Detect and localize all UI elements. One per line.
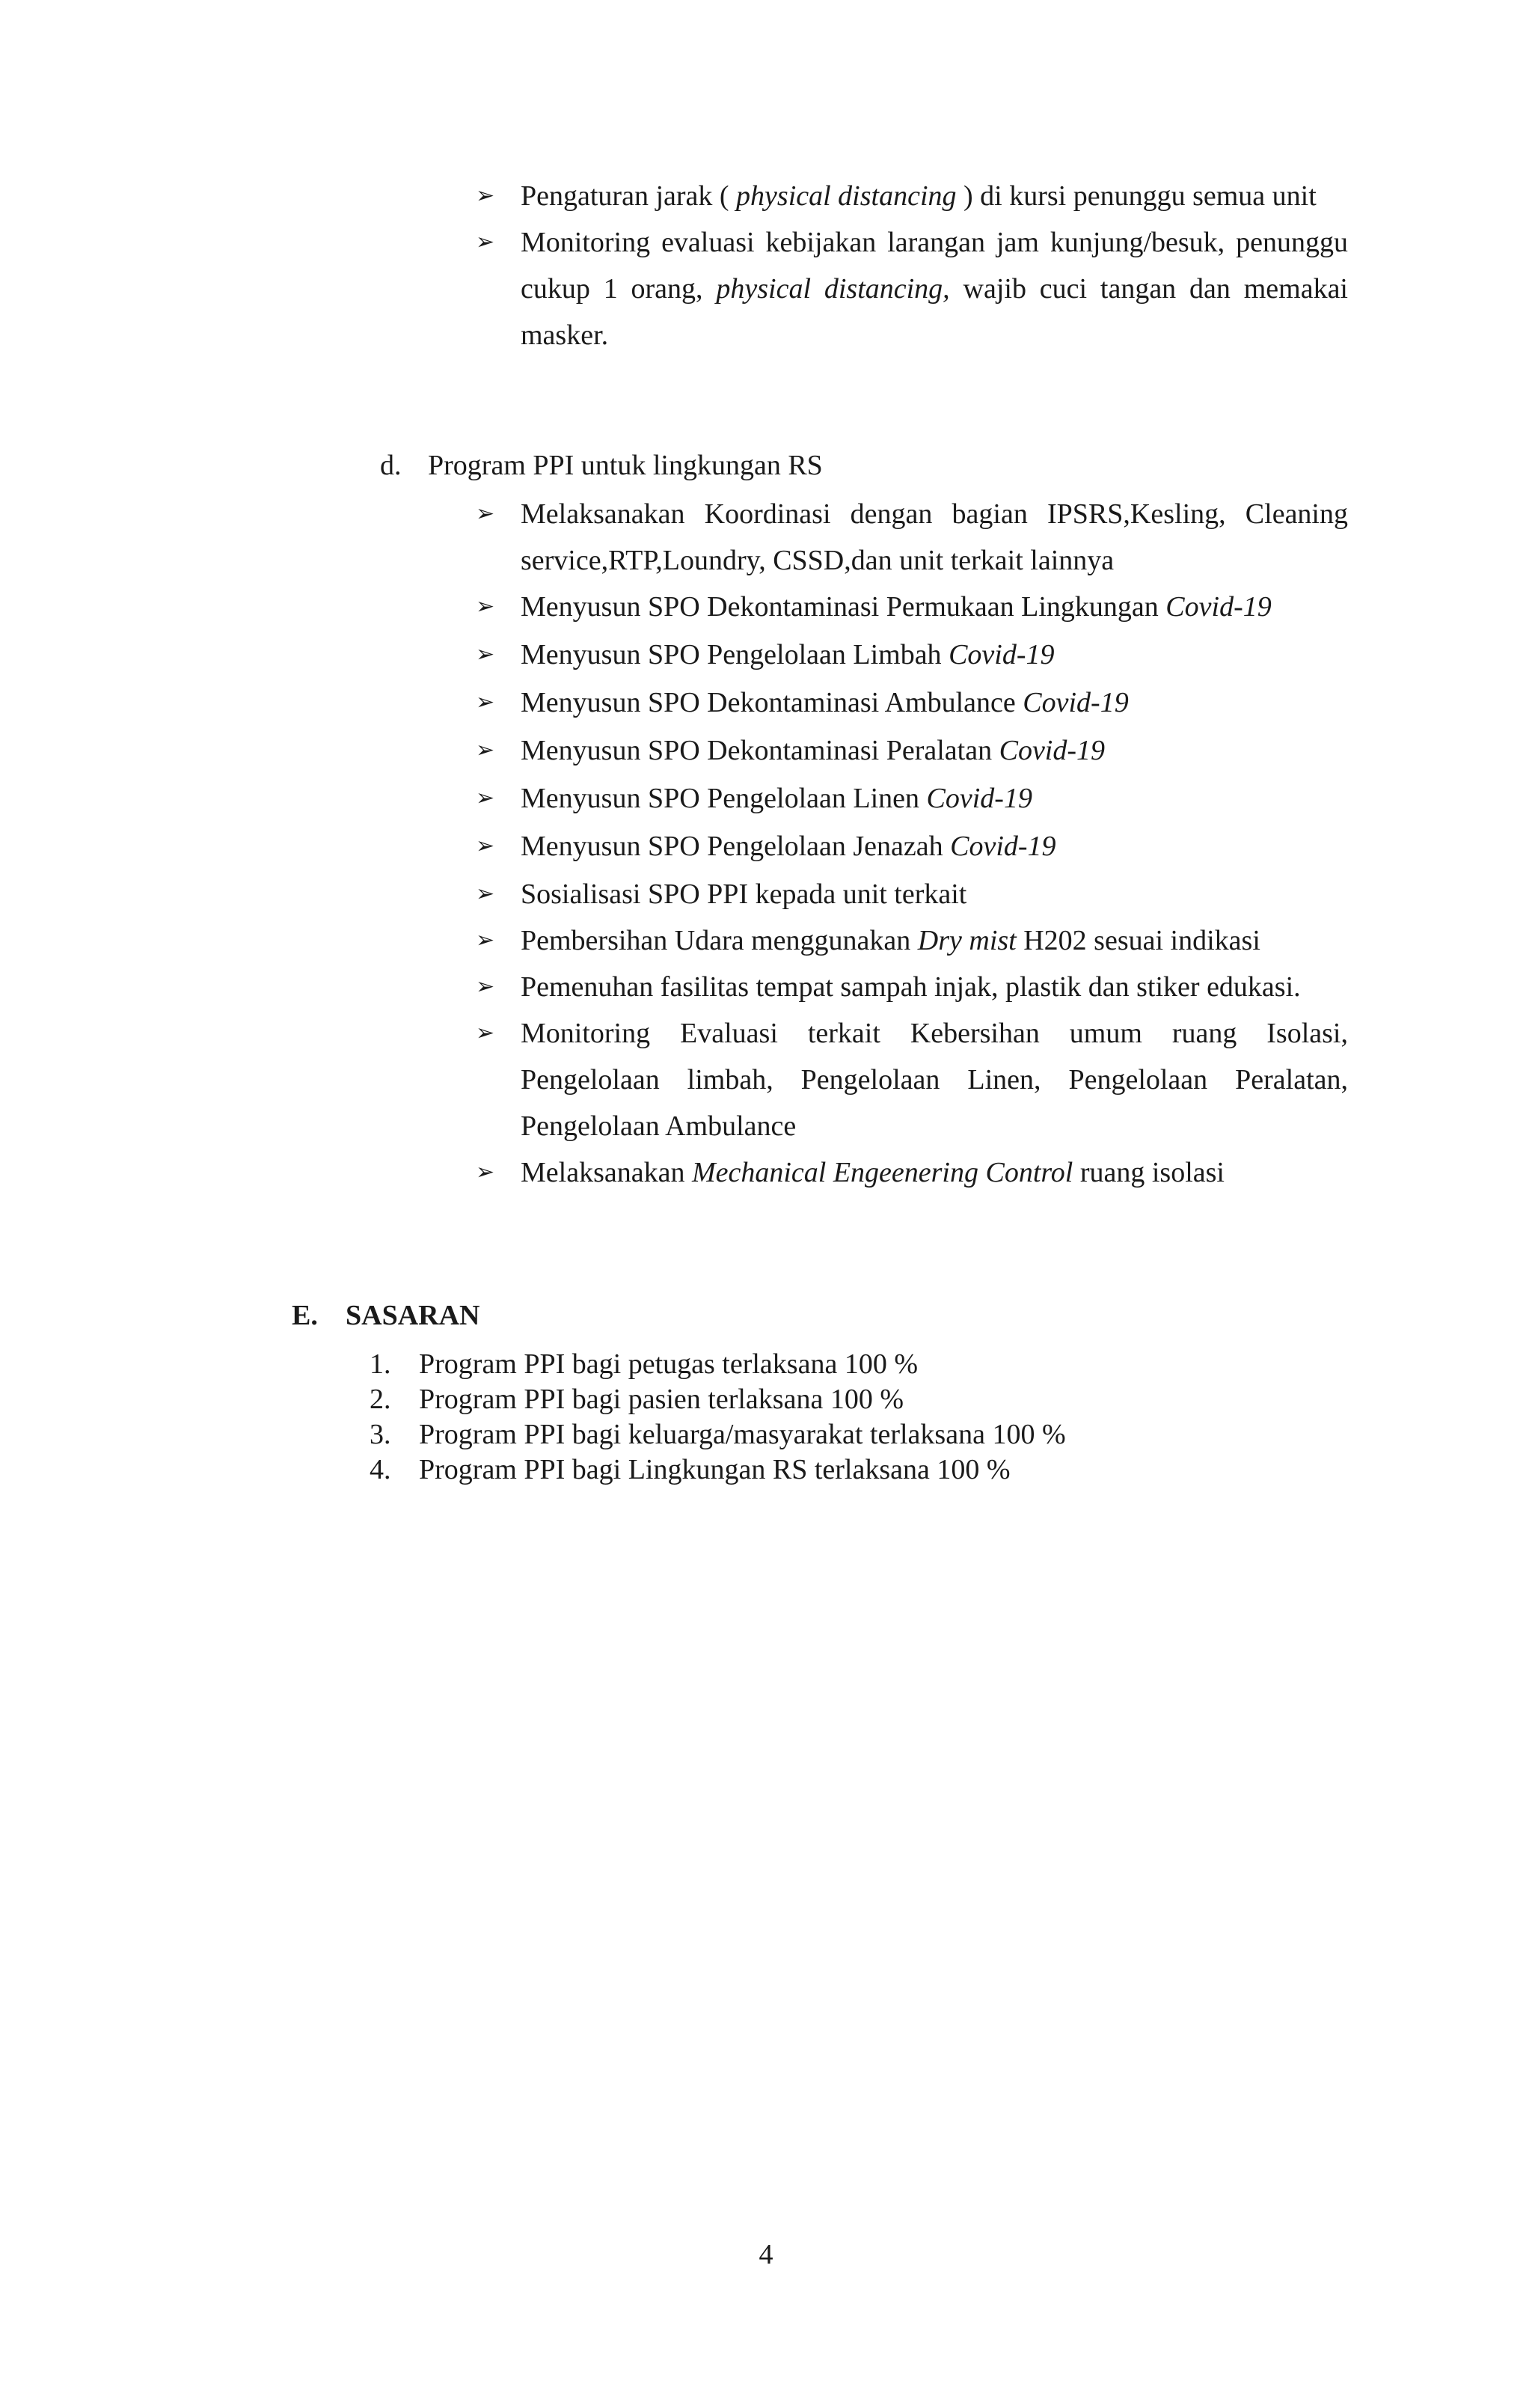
bullet-list-top [476, 173, 1348, 358]
arrow-bullet-icon: ➢ [476, 229, 495, 255]
italic-text: Covid-19 [949, 639, 1055, 670]
italic-text: physical distancing [736, 180, 957, 212]
list-item [476, 775, 1348, 822]
list-item [476, 964, 1348, 1010]
italic-text: Covid-19 [1023, 687, 1129, 718]
list-item [370, 1382, 1066, 1417]
arrow-bullet-icon: ➢ [476, 785, 495, 811]
italic-text: Covid-19 [950, 831, 1056, 862]
item-text: Menyusun SPO Dekontaminasi Ambulance [521, 687, 1023, 718]
arrow-bullet-icon: ➢ [476, 737, 495, 763]
section-e-title: SASARAN [346, 1300, 480, 1331]
list-item [476, 584, 1348, 630]
item-text: Menyusun SPO Pengelolaan Linen [521, 783, 927, 814]
arrow-bullet-icon: ➢ [476, 833, 495, 859]
list-item [476, 173, 1348, 219]
item-text: Program PPI bagi pasien terlaksana 100 % [419, 1384, 904, 1415]
subsection-d-marker: d. [380, 450, 402, 481]
list-item [476, 491, 1348, 584]
subsection-d-title: Program PPI untuk lingkungan RS [428, 450, 823, 481]
item-number: 4. [370, 1454, 391, 1485]
arrow-bullet-icon: ➢ [476, 641, 495, 667]
arrow-bullet-icon: ➢ [476, 881, 495, 907]
item-text: ruang isolasi [1073, 1157, 1225, 1188]
item-text: wajib cuci tangan dan memakai masker. [521, 273, 1348, 351]
item-text: Sosialisasi SPO PPI kepada unit terkait [521, 878, 967, 910]
item-text: Menyusun SPO Dekontaminasi Peralatan [521, 735, 999, 766]
arrow-bullet-icon: ➢ [476, 689, 495, 715]
section-e-marker: E. [292, 1300, 318, 1331]
arrow-bullet-icon: ➢ [476, 1020, 495, 1046]
item-text: Monitoring evaluasi kebijakan larangan jam kunjung/besuk, penunggu cukup 1 orang, [521, 227, 1348, 305]
item-text: Menyusun SPO Pengelolaan Jenazah [521, 831, 951, 862]
arrow-bullet-icon: ➢ [476, 501, 495, 527]
italic-text: Covid-19 [999, 735, 1106, 766]
list-item [370, 1452, 1066, 1488]
item-text: Menyusun SPO Dekontaminasi Permukaan Lingkungan [521, 591, 1166, 623]
list-item [476, 679, 1348, 726]
bullet-list-subsection-d [476, 491, 1348, 1196]
item-text: Program PPI bagi Lingkungan RS terlaksana 100 % [419, 1454, 1011, 1485]
item-text: Pembersihan Udara menggunakan [521, 925, 918, 956]
subsection-d-heading [380, 442, 823, 489]
item-text: Melaksanakan [521, 1157, 692, 1188]
list-item [476, 823, 1348, 870]
sasaran-list [370, 1347, 1066, 1488]
page-number: 4 [759, 2239, 773, 2270]
item-number: 2. [370, 1384, 391, 1415]
arrow-bullet-icon: ➢ [476, 183, 495, 209]
item-text: Pengaturan jarak ( [521, 180, 737, 212]
item-text: Monitoring Evaluasi terkait Kebersihan umum ruang Isolasi, Pengelolaan limbah, Pengelolaan Linen, Pengelolaan Peralatan, Pengelolaan Ambulance [521, 1018, 1348, 1142]
italic-text: Covid-19 [926, 783, 1032, 814]
italic-text: Dry mist [917, 925, 1017, 956]
italic-text: Mechanical Engeenering Control [691, 1157, 1073, 1188]
arrow-bullet-icon: ➢ [476, 927, 495, 953]
list-item [476, 1010, 1348, 1149]
list-item [476, 219, 1348, 358]
item-number: 1. [370, 1348, 391, 1380]
arrow-bullet-icon: ➢ [476, 593, 495, 620]
item-text: Program PPI bagi petugas terlaksana 100 % [419, 1348, 918, 1380]
item-text: Pemenuhan fasilitas tempat sampah injak, plastik dan stiker edukasi. [521, 971, 1301, 1003]
item-text: ) di kursi penunggu semua unit [956, 180, 1317, 212]
list-item [370, 1347, 1066, 1382]
italic-text: Covid-19 [1165, 591, 1272, 623]
item-text: Melaksanakan Koordinasi dengan bagian IPSRS,Kesling, Cleaning service,RTP,Loundry, CSSD,dan unit terkait lainnya [521, 498, 1348, 576]
list-item [476, 632, 1348, 678]
arrow-bullet-icon: ➢ [476, 974, 495, 1000]
list-item [476, 917, 1348, 964]
list-item [476, 727, 1348, 774]
list-item [370, 1417, 1066, 1452]
section-e-heading [292, 1292, 479, 1339]
item-number: 3. [370, 1419, 391, 1450]
list-item [476, 871, 1348, 917]
item-text: Program PPI bagi keluarga/masyarakat terlaksana 100 % [419, 1419, 1066, 1450]
arrow-bullet-icon: ➢ [476, 1159, 495, 1185]
list-item [476, 1149, 1348, 1196]
item-text: H202 sesuai indikasi [1016, 925, 1260, 956]
italic-text: physical distancing, [716, 273, 950, 305]
item-text: Menyusun SPO Pengelolaan Limbah [521, 639, 949, 670]
